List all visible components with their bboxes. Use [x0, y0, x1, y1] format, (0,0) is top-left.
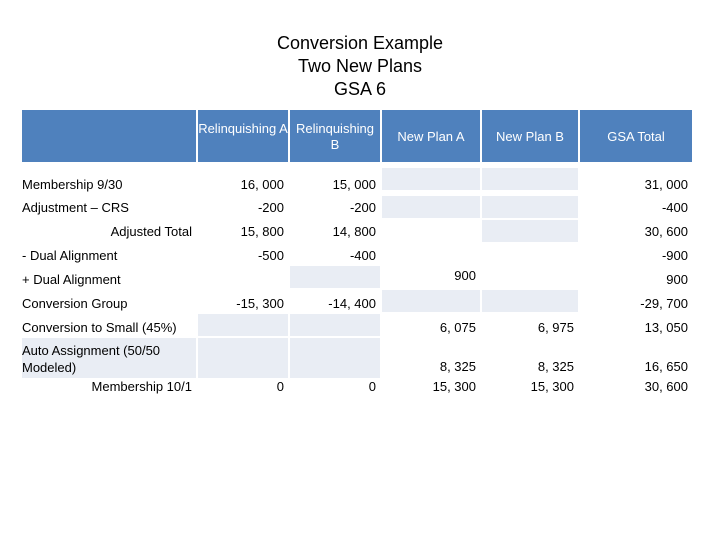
empty-cell	[382, 168, 480, 190]
cell-new-plan-b: 15, 300	[530, 379, 574, 394]
empty-cell	[482, 196, 578, 218]
cell-gsa-total: 30, 600	[644, 379, 688, 394]
empty-cell	[382, 196, 480, 218]
cell-relinquishing-a: -15, 300	[236, 296, 284, 311]
header-gsa-total	[580, 110, 692, 162]
empty-cell	[290, 266, 380, 288]
row-label-conversion-to-small: Conversion to Small (45%)	[22, 320, 177, 335]
cell-relinquishing-a: 15, 800	[240, 224, 284, 239]
cell-gsa-total: 16, 650	[644, 359, 688, 374]
title-line-1: Conversion Example	[276, 33, 444, 53]
header-relinquishing-b-label: Relinquishing B	[295, 121, 375, 152]
cell-relinquishing-b: 0	[368, 379, 376, 394]
page-title	[0, 32, 720, 101]
cell-gsa-total: -29, 700	[640, 296, 688, 311]
title-line-2: Two New Plans	[297, 56, 423, 76]
header-new-plan-a	[382, 110, 480, 162]
cell-relinquishing-b: -400	[349, 248, 376, 263]
cell-new-plan-a: 8, 325	[439, 359, 476, 374]
title-line-3: GSA 6	[333, 79, 387, 99]
empty-cell	[382, 290, 480, 312]
empty-cell	[482, 220, 578, 242]
cell-relinquishing-b: -200	[349, 200, 376, 215]
cell-gsa-total: -900	[661, 248, 688, 263]
cell-gsa-total: -400	[661, 200, 688, 215]
empty-cell	[198, 314, 288, 336]
header-new-plan-b-label: New Plan B	[496, 129, 564, 144]
cell-new-plan-a: 15, 300	[432, 379, 476, 394]
row-label-plus-dual-alignment: + Dual Alignment	[22, 272, 121, 287]
cell-relinquishing-a: 16, 000	[240, 177, 284, 192]
cell-relinquishing-b: 14, 800	[332, 224, 376, 239]
empty-cell	[482, 168, 578, 190]
cell-gsa-total: 900	[666, 272, 688, 287]
empty-cell	[290, 338, 380, 378]
empty-cell	[198, 338, 288, 378]
row-label-minus-dual-alignment: - Dual Alignment	[22, 248, 118, 263]
cell-gsa-total: 31, 000	[644, 177, 688, 192]
cell-new-plan-a: 900	[454, 268, 476, 283]
empty-cell	[482, 290, 578, 312]
cell-new-plan-b: 6, 975	[537, 320, 574, 335]
row-label-conversion-group: Conversion Group	[22, 296, 128, 311]
header-relinquishing-a-label: Relinquishing A	[198, 121, 288, 136]
header-new-plan-a-label: New Plan A	[397, 129, 465, 144]
cell-gsa-total: 30, 600	[644, 224, 688, 239]
empty-cell	[290, 314, 380, 336]
cell-relinquishing-a: 0	[276, 379, 284, 394]
header-relinquishing-b	[290, 110, 380, 162]
header-relinquishing-a	[198, 110, 288, 162]
row-label-adjustment-crs: Adjustment – CRS	[22, 200, 129, 215]
cell-new-plan-b: 8, 325	[537, 359, 574, 374]
header-label-cell	[22, 110, 196, 162]
cell-relinquishing-a: -200	[257, 200, 284, 215]
row-label-adjusted-total: Adjusted Total	[110, 224, 192, 239]
cell-gsa-total: 13, 050	[644, 320, 688, 335]
cell-relinquishing-b: 15, 000	[332, 177, 376, 192]
row-label-membership-10-1: Membership 10/1	[91, 379, 192, 394]
cell-relinquishing-b: -14, 400	[328, 296, 376, 311]
header-new-plan-b	[482, 110, 578, 162]
cell-new-plan-a: 6, 075	[439, 320, 476, 335]
row-label-auto-assignment: Auto Assignment (50/50 Modeled)	[22, 343, 161, 375]
cell-relinquishing-a: -500	[257, 248, 284, 263]
row-label-membership-9-30: Membership 9/30	[22, 177, 123, 192]
header-gsa-total-label: GSA Total	[607, 129, 665, 144]
